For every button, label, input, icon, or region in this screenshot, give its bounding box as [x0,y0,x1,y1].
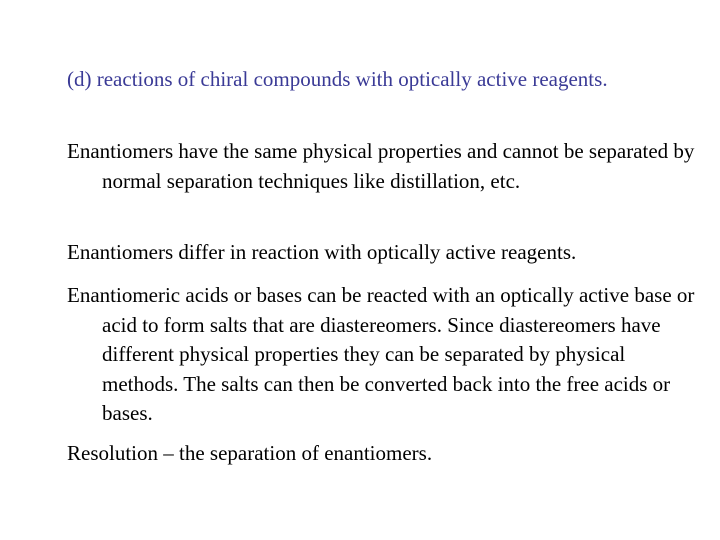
subheading-reactions-chiral: (d) reactions of chiral compounds with optically active reagents. [67,67,608,91]
paragraph-same-physical-properties: Enantiomers have the same physical properties and cannot be separated by normal separation techniques like distillation, etc. [67,139,695,193]
paragraph-resolution-definition: Resolution – the separation of enantiomers. [67,441,433,465]
paragraph-diastereomeric-salts: Enantiomeric acids or bases can be reacted with an optically active base or acid to form salts that are diastereomers. Since diastereomers have different physical properties they can be separated by physical methods. The salts can then be converted back into the free acids or bases. [67,283,695,425]
paragraph-differ-in-reaction: Enantiomers differ in reaction with optically active reagents. [67,240,577,264]
